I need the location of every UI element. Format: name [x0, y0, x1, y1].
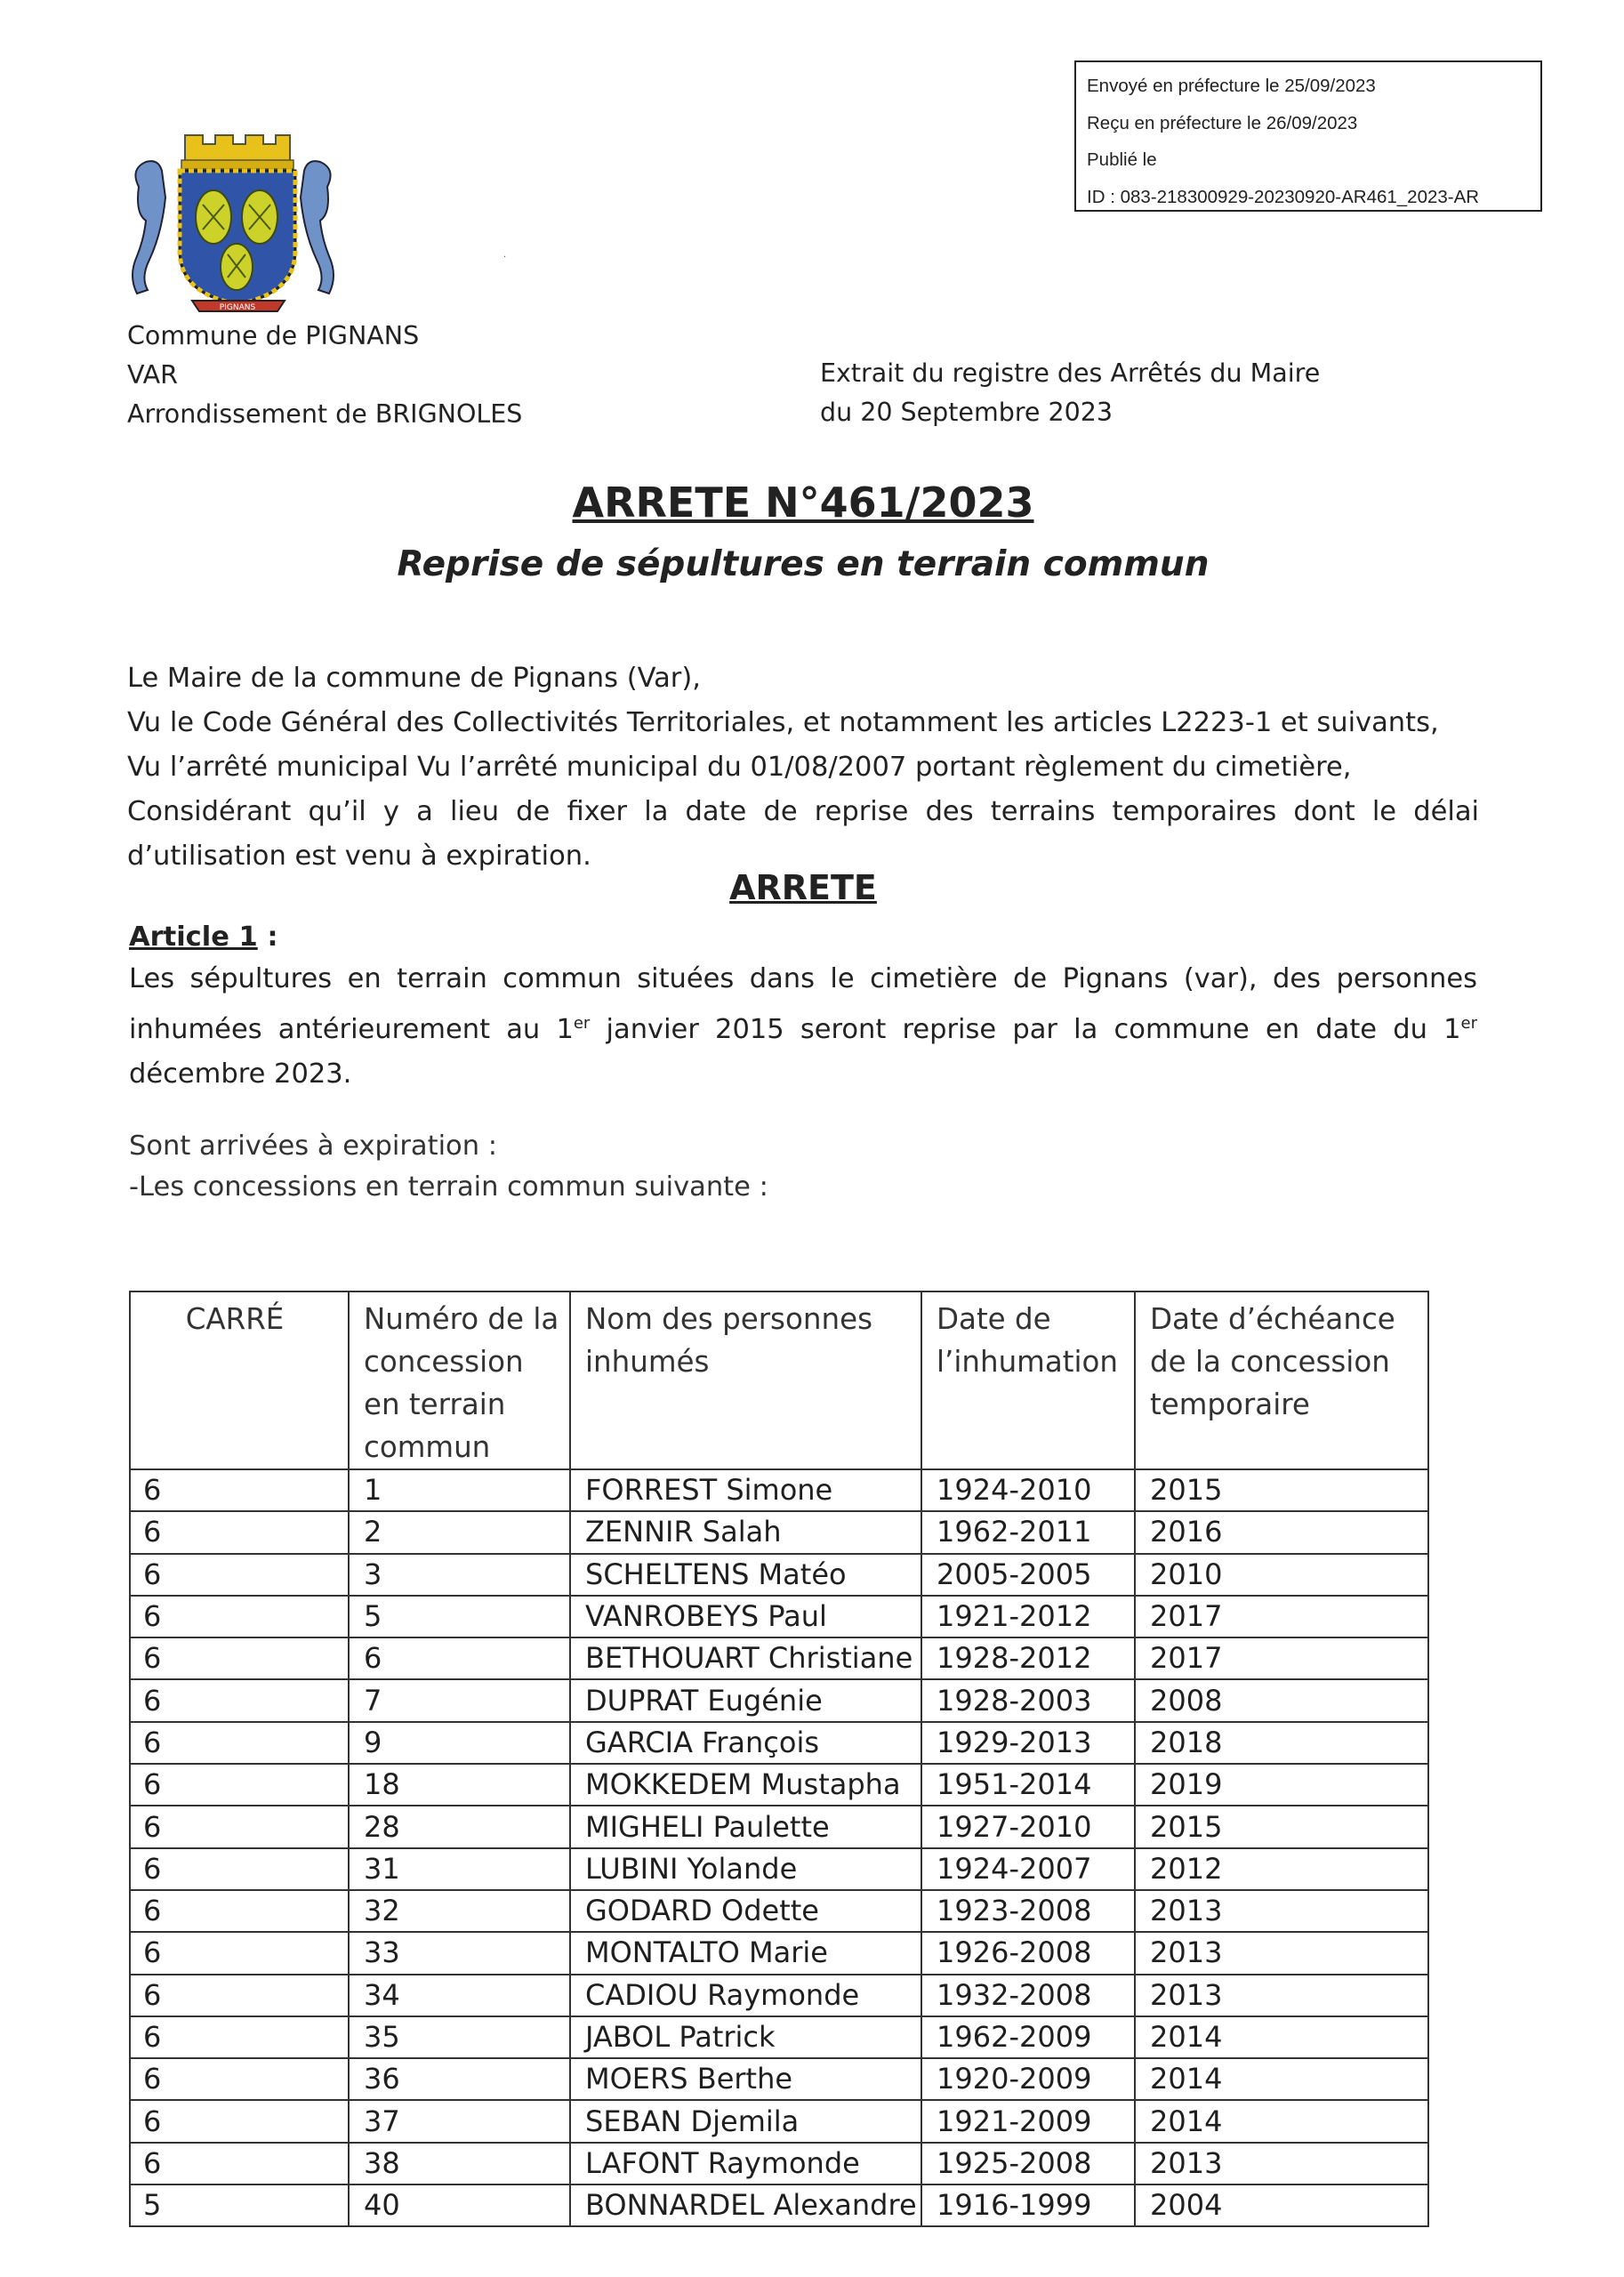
column-header-nom: Nom des personnes inhumés [570, 1291, 921, 1469]
table-body [130, 1469, 1428, 2226]
cell-date-echeance: 2013 [1135, 1890, 1428, 1932]
cell-carre: 5 [130, 2184, 349, 2226]
cell-nom: BONNARDEL Alexandre [570, 2184, 921, 2226]
arrete-heading: ARRETE [729, 868, 877, 907]
article-1-text: Les sépultures en terrain commun situées dans le cimetière de Pignans (var), des personnes inhumées antérieurement au 1 [129, 963, 1477, 1046]
cell-nom: FORREST Simone [570, 1469, 921, 1511]
preamble-line: Considérant qu’il y a lieu de fixer la date de reprise des terrains temporaires dont le délai d’utilisation est venu à expiration. [127, 796, 1479, 872]
cell-carre: 6 [130, 1511, 349, 1553]
cell-date-inhumation: 1928-2012 [921, 1637, 1135, 1679]
table-row [130, 1975, 1428, 2016]
departement: VAR [127, 360, 178, 390]
cell-carre: 6 [130, 1637, 349, 1679]
table-row [130, 1932, 1428, 1974]
cell-nom: JABOL Patrick [570, 2016, 921, 2058]
preamble-line: Le Maire de la commune de Pignans (Var), [127, 663, 701, 694]
table-row [130, 1764, 1428, 1806]
cell-numero: 9 [349, 1722, 570, 1764]
cell-nom: MOKKEDEM Mustapha [570, 1764, 921, 1806]
cell-numero: 38 [349, 2143, 570, 2184]
article-1-text: janvier 2015 seront reprise par la commune en date du 1 [590, 1014, 1461, 1046]
article-1-body [129, 957, 1477, 1097]
cell-nom: GARCIA François [570, 1722, 921, 1764]
cell-date-inhumation: 1924-2010 [921, 1469, 1135, 1511]
stamp-envoye: Envoyé en préfecture le 25/09/2023 [1087, 76, 1376, 96]
table-row [130, 1469, 1428, 1511]
cell-numero: 7 [349, 1679, 570, 1721]
cell-nom: VANROBEYS Paul [570, 1596, 921, 1637]
cell-numero: 37 [349, 2100, 570, 2142]
table-row [130, 1554, 1428, 1596]
cell-carre: 6 [130, 1764, 349, 1806]
table-row [130, 2058, 1428, 2100]
cell-date-echeance: 2018 [1135, 1722, 1428, 1764]
cell-date-echeance: 2015 [1135, 1806, 1428, 1847]
cell-date-echeance: 2008 [1135, 1679, 1428, 1721]
cell-carre: 6 [130, 1975, 349, 2016]
cell-numero: 28 [349, 1806, 570, 1847]
cell-date-echeance: 2019 [1135, 1764, 1428, 1806]
table-header-row [130, 1291, 1428, 1469]
cell-date-inhumation: 1921-2009 [921, 2100, 1135, 2142]
cell-numero: 35 [349, 2016, 570, 2058]
concessions-table [129, 1291, 1429, 2227]
cell-date-echeance: 2015 [1135, 1469, 1428, 1511]
cell-nom: CADIOU Raymonde [570, 1975, 921, 2016]
cell-nom: MOERS Berthe [570, 2058, 921, 2100]
article-1-label-colon: : [257, 921, 278, 953]
cell-date-echeance: 2014 [1135, 2016, 1428, 2058]
stamp-id: ID : 083-218300929-20230920-AR461_2023-AR [1087, 186, 1480, 207]
column-header-numero: Numéro de la concession en terrain commun [349, 1291, 570, 1469]
cell-nom: MONTALTO Marie [570, 1932, 921, 1974]
cell-numero: 31 [349, 1848, 570, 1890]
cell-date-inhumation: 1921-2012 [921, 1596, 1135, 1637]
coat-of-arms-icon [114, 125, 354, 325]
cell-date-echeance: 2017 [1135, 1596, 1428, 1637]
cell-nom: SEBAN Djemila [570, 2100, 921, 2142]
cell-date-echeance: 2017 [1135, 1637, 1428, 1679]
cell-carre: 6 [130, 1932, 349, 1974]
cell-carre: 6 [130, 2143, 349, 2184]
column-header-date-echeance: Date d’échéance de la concession temporaire [1135, 1291, 1428, 1469]
cell-nom: LUBINI Yolande [570, 1848, 921, 1890]
cell-date-echeance: 2012 [1135, 1848, 1428, 1890]
cell-numero: 2 [349, 1511, 570, 1553]
cell-numero: 32 [349, 1890, 570, 1932]
cell-date-inhumation: 1951-2014 [921, 1764, 1135, 1806]
cell-date-inhumation: 1962-2009 [921, 2016, 1135, 2058]
cell-carre: 6 [130, 1722, 349, 1764]
cell-date-echeance: 2013 [1135, 1932, 1428, 1974]
cell-numero: 6 [349, 1637, 570, 1679]
cell-date-inhumation: 1925-2008 [921, 2143, 1135, 2184]
cell-date-inhumation: 1962-2011 [921, 1511, 1135, 1553]
cell-nom: MIGHELI Paulette [570, 1806, 921, 1847]
cell-date-echeance: 2004 [1135, 2184, 1428, 2226]
stamp-recu: Reçu en préfecture le 26/09/2023 [1087, 112, 1358, 133]
cell-numero: 40 [349, 2184, 570, 2226]
cell-nom: ZENNIR Salah [570, 1511, 921, 1553]
table-row [130, 2100, 1428, 2142]
cell-carre: 6 [130, 2016, 349, 2058]
cell-nom: DUPRAT Eugénie [570, 1679, 921, 1721]
cell-carre: 6 [130, 1679, 349, 1721]
cell-numero: 33 [349, 1932, 570, 1974]
arrete-subject: Reprise de sépultures en terrain commun [397, 544, 1210, 584]
preamble [127, 656, 1479, 879]
svg-text:PIGNANS: PIGNANS [219, 303, 256, 312]
cell-nom: SCHELTENS Matéo [570, 1554, 921, 1596]
cell-date-inhumation: 1929-2013 [921, 1722, 1135, 1764]
article-1-label [129, 921, 278, 953]
stamp-publie: Publié le [1087, 149, 1157, 170]
preamble-line: Vu l’arrêté municipal Vu l’arrêté municipal du 01/08/2007 portant règlement du cimetière, [127, 752, 1352, 783]
cell-carre: 6 [130, 1806, 349, 1847]
cell-carre: 6 [130, 1596, 349, 1637]
cell-nom: BETHOUART Christiane [570, 1637, 921, 1679]
extrait-date: du 20 Septembre 2023 [820, 398, 1113, 427]
cell-date-inhumation: 1926-2008 [921, 1932, 1135, 1974]
cell-date-inhumation: 1916-1999 [921, 2184, 1135, 2226]
cell-carre: 6 [130, 1469, 349, 1511]
column-header-date-inhumation: Date de l’inhumation [921, 1291, 1135, 1469]
ordinal-superscript: er [1460, 1014, 1478, 1033]
expiration-notice [129, 1126, 768, 1208]
prefecture-stamp-box [1074, 60, 1542, 212]
table-row [130, 1890, 1428, 1932]
expiration-line: -Les concessions en terrain commun suivante : [129, 1171, 768, 1203]
cell-date-echeance: 2016 [1135, 1511, 1428, 1553]
extrait-block [820, 354, 1320, 432]
article-1-text: décembre 2023. [129, 1058, 352, 1090]
table-row [130, 1511, 1428, 1553]
cell-numero: 5 [349, 1596, 570, 1637]
table-row [130, 2143, 1428, 2184]
cell-date-inhumation: 1927-2010 [921, 1806, 1135, 1847]
cell-carre: 6 [130, 1554, 349, 1596]
cell-nom: GODARD Odette [570, 1890, 921, 1932]
cell-date-inhumation: 1923-2008 [921, 1890, 1135, 1932]
cell-date-inhumation: 1928-2003 [921, 1679, 1135, 1721]
table-row [130, 1596, 1428, 1637]
extrait-line-1: Extrait du registre des Arrêtés du Maire [820, 358, 1321, 388]
cell-date-echeance: 2013 [1135, 2143, 1428, 2184]
cell-carre: 6 [130, 1848, 349, 1890]
cell-date-inhumation: 1932-2008 [921, 1975, 1135, 2016]
cell-date-echeance: 2014 [1135, 2100, 1428, 2142]
cell-date-inhumation: 1920-2009 [921, 2058, 1135, 2100]
cell-date-echeance: 2013 [1135, 1975, 1428, 2016]
table-row [130, 1806, 1428, 1847]
cell-numero: 3 [349, 1554, 570, 1596]
cell-numero: 1 [349, 1469, 570, 1511]
arrondissement: Arrondissement de BRIGNOLES [127, 399, 523, 429]
cell-carre: 6 [130, 2058, 349, 2100]
column-header-carre: CARRÉ [130, 1291, 349, 1469]
arrete-number: ARRETE N°461/2023 [572, 479, 1034, 527]
ordinal-superscript: er [573, 1014, 591, 1033]
table-row [130, 1637, 1428, 1679]
table-row [130, 1848, 1428, 1890]
table-row [130, 1722, 1428, 1764]
table-row [130, 2016, 1428, 2058]
cell-carre: 6 [130, 1890, 349, 1932]
cell-numero: 18 [349, 1764, 570, 1806]
cell-date-echeance: 2010 [1135, 1554, 1428, 1596]
table-row [130, 1679, 1428, 1721]
cell-date-inhumation: 1924-2007 [921, 1848, 1135, 1890]
commune-block [127, 317, 522, 434]
expiration-line: Sont arrivées à expiration : [129, 1130, 497, 1162]
table-row [130, 2184, 1428, 2226]
article-1-label-text: Article 1 [129, 921, 258, 953]
cell-numero: 34 [349, 1975, 570, 2016]
commune-name: Commune de PIGNANS [127, 321, 420, 350]
cell-date-inhumation: 2005-2005 [921, 1554, 1135, 1596]
stray-mark: · [503, 253, 507, 262]
cell-carre: 6 [130, 2100, 349, 2142]
cell-numero: 36 [349, 2058, 570, 2100]
cell-nom: LAFONT Raymonde [570, 2143, 921, 2184]
cell-date-echeance: 2014 [1135, 2058, 1428, 2100]
preamble-line: Vu le Code Général des Collectivités Territoriales, et notamment les articles L2223-1 et suivants, [127, 707, 1439, 738]
